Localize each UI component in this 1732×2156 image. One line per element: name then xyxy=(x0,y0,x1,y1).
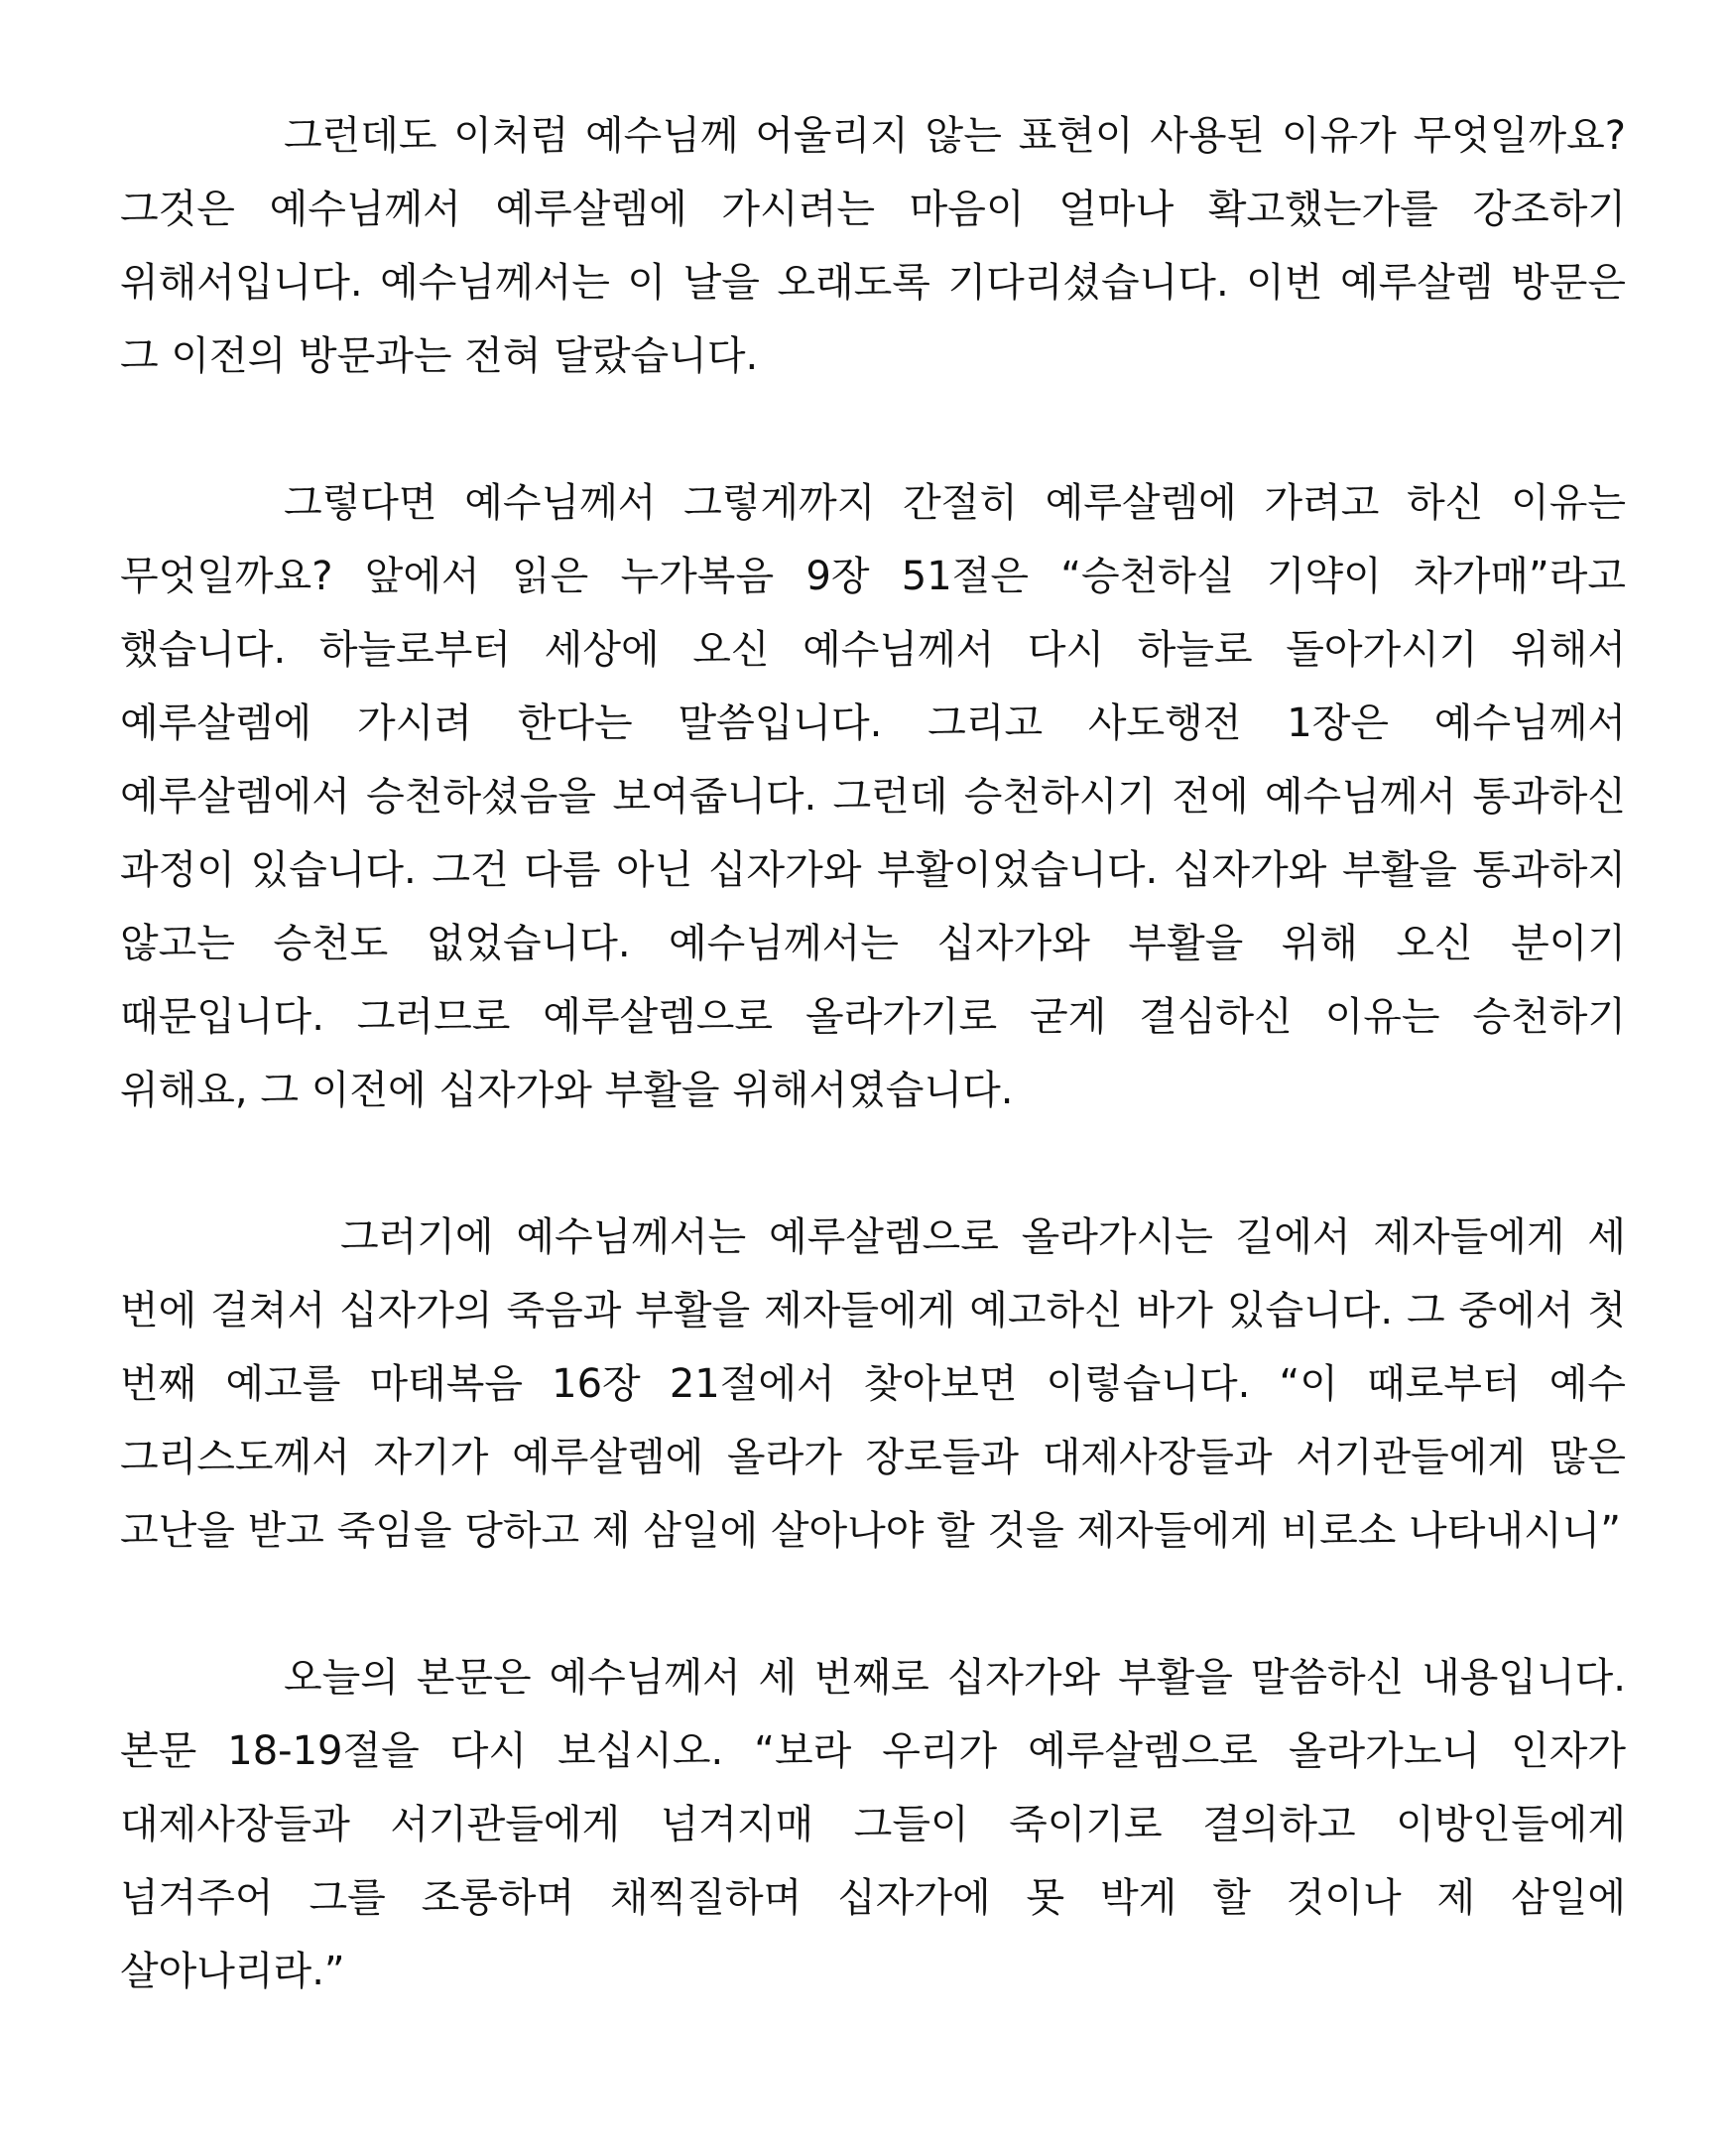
paragraph-1: 그런데도 이처럼 예수님께 어울리지 않는 표현이 사용된 이유가 무엇일까요? 그것은 예수님께서 예루살렘에 가시려는 마음이 얼마나 확고했는가를 강조하기 위해서입니다. 예수님께서는 이 날을 오래도록 기다리셨습니다. 이번 예루살렘 방문은 그 이전의 방문과는 전혀 달랐습니다. xyxy=(120,113,1626,379)
paragraph-2: 그렇다면 예수님께서 그렇게까지 간절히 예루살렘에 가려고 하신 이유는 무엇일까요? 앞에서 읽은 누가복음 9장 51절은 “승천하실 기약이 차가매”라고 했습니다. 하늘로부터 세상에 오신 예수님께서 다시 하늘로 돌아가시기 위해서 예루살렘에 가시려 한다는 말씀입니다. 그리고 사도행전 1장은 예수님께서 예루살렘에서 승천하셨음을 보여줍니다. 그런데 승천하시기 전에 예수님께서 통과하신 과정이 있습니다. 그건 다름 아닌 십자가와 부활이었습니다. 십자가와 부활을 통과하지 않고는 승천도 없었습니다. 예수님께서는 십자가와 부활을 위해 오신 분이기 때문입니다. 그러므로 예루살렘으로 올라가기로 굳게 결심하신 이유는 승천하기 위해요, 그 이전에 십자가와 부활을 위해서였습니다. xyxy=(120,480,1626,1113)
paragraph-4: 오늘의 본문은 예수님께서 세 번째로 십자가와 부활을 말씀하신 내용입니다. 본문 18-19절을 다시 보십시오. “보라 우리가 예루살렘으로 올라가노니 인자가 대제사장들과 서기관들에게 넘겨지매 그들이 죽이기로 결의하고 이방인들에게 넘겨주어 그를 조롱하며 채찍질하며 십자가에 못 박게 할 것이나 제 삼일에 살아나리라.” xyxy=(120,1655,1626,1994)
paragraph-3: 그러기에 예수님께서는 예루살렘으로 올라가시는 길에서 제자들에게 세 번에 걸쳐서 십자가의 죽음과 부활을 제자들에게 예고하신 바가 있습니다. 그 중에서 첫 번째 예고를 마태복음 16장 21절에서 찾아보면 이렇습니다. “이 때로부터 예수 그리스도께서 자기가 예루살렘에 올라가 장로들과 대제사장들과 서기관들에게 많은 고난을 받고 죽임을 당하고 제 삼일에 살아나야 할 것을 제자들에게 비로소 나타내시니” xyxy=(120,1214,1626,1554)
